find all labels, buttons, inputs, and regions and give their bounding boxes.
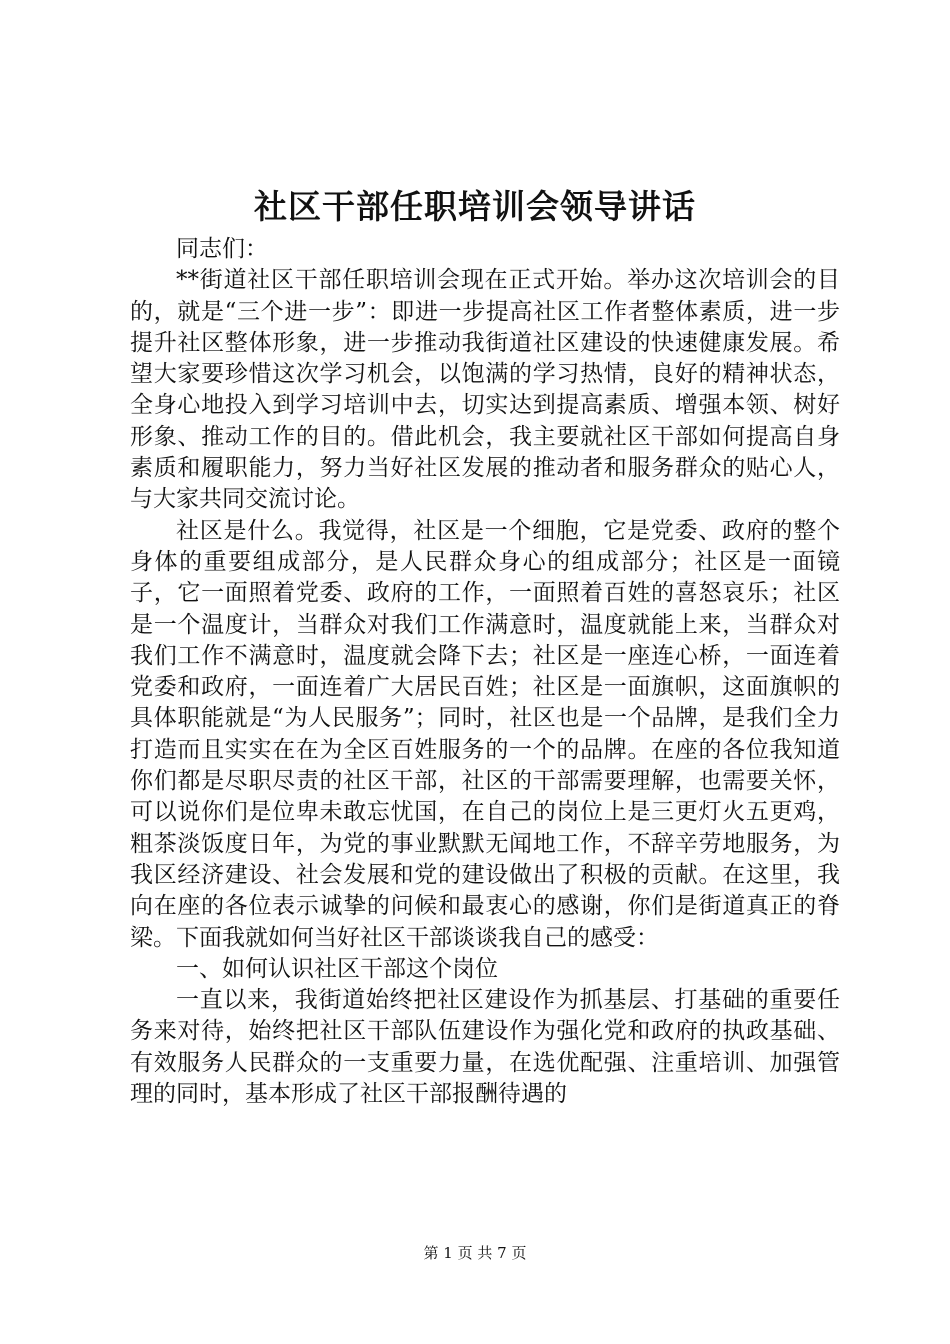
document-title: 社区干部任职培训会领导讲话: [254, 187, 696, 226]
document-body: [130, 234, 840, 1110]
section-heading: 一、如何认识社区干部这个岗位: [176, 955, 498, 982]
page-footer: 第 1 页 共 7 页: [423, 1244, 527, 1262]
salutation: 同志们：: [176, 236, 268, 262]
paragraph: **街道社区干部任职培训会现在正式开始。举办这次培训会的目的，就是“三个进一步”：即进一步提高社区工作者整体素质，进一步提升社区整体形象，进一步推动我街道社区建设的快速健康发展。希望大家要珍惜这次学习机会，以饱满的学习热情，良好的精神状态，全身心地投入到学习培训中去，切实达到提高素质、增强本领、树好形象、推动工作的目的。借此机会，我主要就社区干部如何提高自身素质和履职能力，努力当好社区发展的推动者和服务群众的贴心人，与大家共同交流讨论。: [130, 267, 840, 513]
paragraph: 社区是什么。我觉得，社区是一个细胞，它是党委、政府的整个身体的重要组成部分，是人民群众身心的组成部分；社区是一面镜子，它一面照着党委、政府的工作，一面照着百姓的喜怒哀乐；社区是一个温度计，当群众对我们工作满意时，温度就能上来，当群众对我们工作不满意时，温度就会降下去；社区是一座连心桥，一面连着党委和政府，一面连着广大居民百姓；社区是一面旗帜，这面旗帜的具体职能就是“为人民服务”；同时，社区也是一个品牌，是我们全力打造而且实实在在为全区百姓服务的一个的品牌。在座的各位我知道你们都是尽职尽责的社区干部，社区的干部需要理解，也需要关怀，可以说你们是位卑未敢忘忧国，在自己的岗位上是三更灯火五更鸡，粗茶淡饭度日年，为党的事业默默无闻地工作，不辞辛劳地服务，为我区经济建设、社会发展和党的建设做出了积极的贡献。在这里，我向在座的各位表示诚挚的问候和最衷心的感谢，你们是街道真正的脊梁。下面我就如何当好社区干部谈谈我自己的感受：: [130, 517, 840, 951]
paragraph: 一直以来，我街道始终把社区建设作为抓基层、打基础的重要任务来对待，始终把社区干部队伍建设作为强化党和政府的执政基础、有效服务人民群众的一支重要力量，在选优配强、注重培训、加强管理的同时，基本形成了社区干部报酬待遇的: [130, 987, 840, 1108]
